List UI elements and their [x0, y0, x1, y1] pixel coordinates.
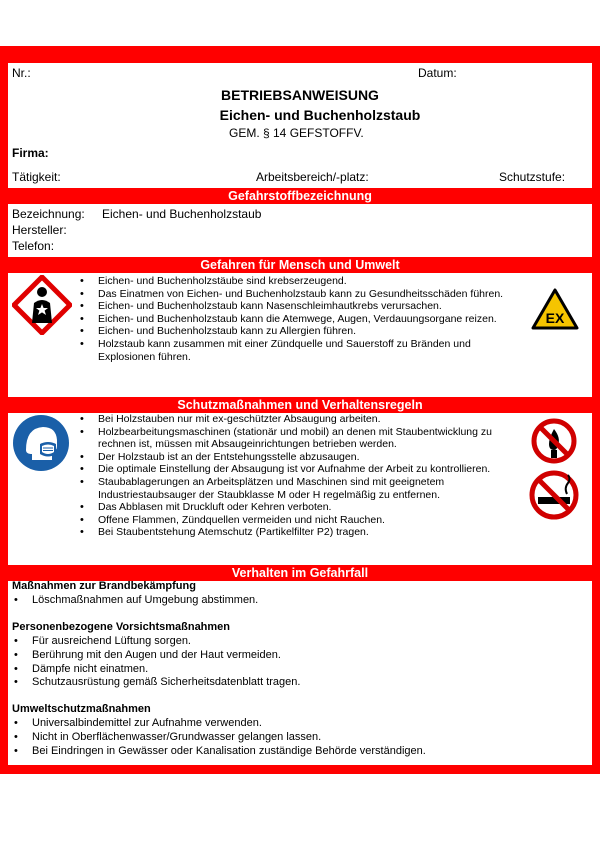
section-title-gefahrstoff: Gefahrstoffbezeichnung — [8, 188, 592, 204]
hazard-list — [78, 275, 514, 363]
person-heading: Personenbezogene Vorsichtsmaßnahmen — [12, 621, 231, 633]
health-hazard-pictogram-icon — [12, 275, 72, 335]
hersteller-label: Hersteller: — [12, 223, 67, 237]
list-item: • Bei Holzstauben nur mit ex-geschützter Absaugung arbeiten. — [78, 413, 514, 426]
list-item: • Holzstaub kann zusammen mit einer Zündquelle und Sauerstoff zu Bränden und Explosionen führen. — [78, 338, 514, 363]
list-item: • Löschmaßnahmen auf Umgebung abstimmen. — [12, 594, 582, 608]
umwelt-list — [12, 717, 582, 758]
bezeichnung-value: Eichen- und Buchenholzstaub — [102, 207, 262, 221]
list-item: • Nicht in Oberflächenwasser/Grundwasser gelangen lassen. — [12, 731, 582, 745]
list-item: • Dämpfe nicht einatmen. — [12, 663, 582, 677]
brand-list — [12, 594, 582, 608]
respirator-mandatory-icon — [12, 414, 70, 472]
substance-title: Eichen- und Buchenholzstaub — [219, 107, 421, 123]
brand-heading: Maßnahmen zur Brandbekämpfung — [12, 580, 196, 592]
schutzstufe-label: Schutzstufe: — [499, 170, 566, 184]
list-item: • Berührung mit den Augen und der Haut vermeiden. — [12, 649, 582, 663]
umwelt-heading: Umweltschutzmaßnahmen — [12, 703, 151, 715]
list-item: • Staubablagerungen an Arbeitsplätzen und Maschinen sind mit geeignetem Industriestaubsauger der Staubklasse M oder H regelmäßig zu entfernen. — [78, 476, 514, 501]
bezeichnung-label: Bezeichnung: — [12, 207, 85, 221]
person-list — [12, 635, 582, 690]
list-item: • Holzbearbeitungsmaschinen (stationär und mobil) an denen mit Staubentwicklung zu rechnen ist, müssen mit Absaugeinrichtungen betrieben werden. — [78, 426, 514, 451]
telefon-label: Telefon: — [12, 239, 55, 253]
list-item: • Eichen- und Buchenholzstaub kann die Atemwege, Augen, Verdauungsorgane reizen. — [78, 313, 514, 326]
no-smoking-icon — [529, 470, 579, 520]
no-open-flame-icon — [531, 418, 577, 464]
section-title-gefahrfall: Verhalten im Gefahrfall — [8, 565, 592, 581]
arbeitsbereich-label: Arbeitsbereich/-platz: — [256, 170, 369, 184]
list-item: • Das Einatmen von Eichen- und Buchenholzstaub kann zu Gesundheitsschäden führen. — [78, 288, 514, 301]
list-item: • Für ausreichend Lüftung sorgen. — [12, 635, 582, 649]
section-title-schutzmassnahmen: Schutzmaßnahmen und Verhaltensregeln — [8, 397, 592, 413]
list-item: • Bei Eindringen in Gewässer oder Kanalisation zuständige Behörde verständigen. — [12, 745, 582, 759]
firma-label: Firma: — [12, 146, 49, 160]
page-title: BETRIEBSANWEISUNG — [221, 87, 379, 103]
list-item: • Das Abblasen mit Druckluft oder Kehren verboten. — [78, 501, 514, 514]
datum-label: Datum: — [418, 66, 457, 80]
list-item: • Universalbindemittel zur Aufnahme verwenden. — [12, 717, 582, 731]
list-item: • Eichen- und Buchenholzstäube sind krebserzeugend. — [78, 275, 514, 288]
ex-label: EX — [545, 310, 565, 326]
list-item: • Bei Staubentstehung Atemschutz (Partikelfilter P2) tragen. — [78, 526, 514, 539]
law-reference: GEM. § 14 GEFSTOFFV. — [229, 126, 364, 140]
list-item: • Offene Flammen, Zündquellen vermeiden und nicht Rauchen. — [78, 514, 514, 527]
taetigkeit-label: Tätigkeit: — [12, 170, 61, 184]
list-item: • Eichen- und Buchenholzstaub kann Nasenschleimhautkrebs verursachen. — [78, 300, 514, 313]
list-item: • Schutzausrüstung gemäß Sicherheitsdatenblatt tragen. — [12, 676, 582, 690]
list-item: • Eichen- und Buchenholzstaub kann zu Allergien führen. — [78, 325, 514, 338]
explosion-warning-icon — [531, 288, 579, 330]
list-item: • Der Holzstaub ist an der Entstehungsstelle abzusaugen. — [78, 451, 514, 464]
list-item: • Die optimale Einstellung der Absaugung ist vor Aufnahme der Arbeit zu kontrollieren. — [78, 463, 514, 476]
protection-list — [78, 413, 514, 539]
section-title-gefahren: Gefahren für Mensch und Umwelt — [8, 257, 592, 273]
nr-label: Nr.: — [12, 66, 31, 80]
